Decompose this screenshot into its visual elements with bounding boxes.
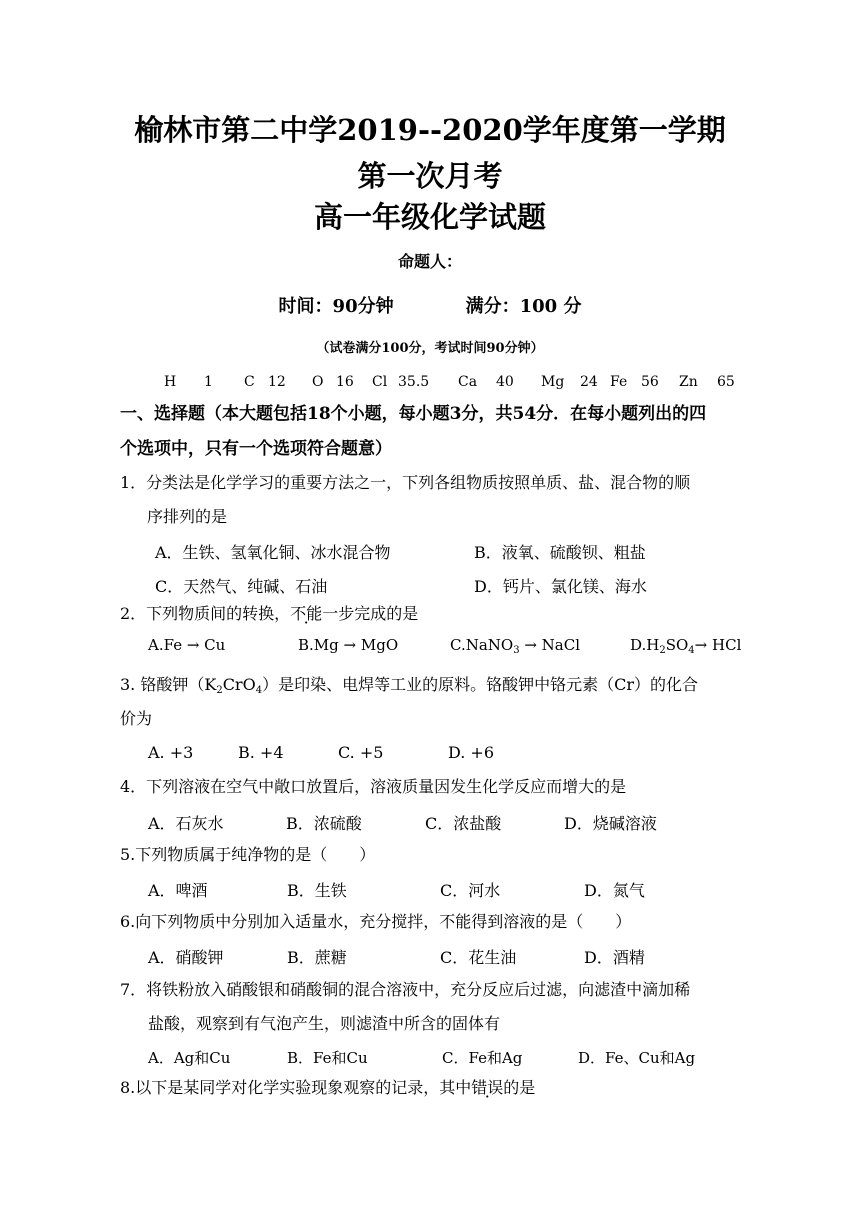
score-label: 满分：100 分 — [465, 296, 582, 317]
question-4-option-a: A．石灰水 — [148, 814, 224, 833]
mass-element: Cl — [372, 374, 388, 390]
question-1-option-a: A．生铁、氢氧化铜、冰水混合物 — [155, 543, 391, 562]
question-1-option-b: B．液氧、硫酸钡、粗盐 — [474, 543, 646, 562]
question-2-option-b: B.Mg → MgO — [298, 636, 399, 654]
exam-title-line3: 高一年级化学试题 — [313, 200, 546, 234]
exam-title-line2: 第一次月考 — [357, 159, 503, 193]
exam-title-line1: 榆林市第二中学2019--2020学年度第一学期 — [134, 113, 726, 147]
question-5-option-c: C．河水 — [440, 881, 501, 900]
mass-value: 56 — [641, 374, 659, 390]
mass-value: 35.5 — [398, 374, 430, 390]
question-2-option-c: C.NaNO$_3$ → NaCl — [450, 636, 581, 656]
mass-element: O — [312, 374, 324, 390]
question-7-option-b: B．Fe和Cu — [287, 1049, 368, 1067]
question-4-option-d: D．烧碱溶液 — [564, 814, 657, 833]
question-1-stem-line1: 1．分类法是化学学习的重要方法之一，下列各组物质按照单质、盐、混合物的顺 — [120, 473, 691, 492]
question-5-option-a: A．啤酒 — [148, 881, 208, 900]
mass-element: C — [244, 374, 255, 390]
question-2-option-a: A.Fe → Cu — [148, 636, 226, 654]
question-7-option-a: A．Ag和Cu — [148, 1049, 231, 1067]
question-2-option-d: $D.H_2SO_4\to$ HCl — [630, 636, 742, 656]
time-label: 时间：90分钟 — [278, 296, 394, 317]
question-4-option-b: B．浓硫酸 — [286, 814, 362, 833]
question-3-option-c: C. +5 — [338, 743, 384, 762]
section-heading-line1: 一、选择题（本大题包括18个小题，每小题3分，共54分．在每小题列出的四 — [120, 404, 707, 424]
question-8-stem: 8.以下是某同学对化学实验现象观察的记录，其中错误的是 — [120, 1078, 536, 1097]
mass-value: 16 — [336, 374, 354, 390]
mass-element: Ca — [458, 374, 478, 390]
mass-value: 40 — [496, 374, 514, 390]
question-3-option-b: B. +4 — [238, 743, 284, 762]
question-5-option-b: B．生铁 — [287, 881, 347, 900]
section-heading-line2: 个选项中，只有一个选项符合题意） — [120, 439, 392, 459]
author-label: 命题人： — [397, 252, 462, 271]
question-2-stem — [120, 604, 418, 624]
question-2-stem-pre: 2．下列物质间的转换， — [120, 604, 291, 623]
exam-note: （试卷满分100分，考试时间90分钟） — [316, 341, 544, 356]
question-7-option-d: D．Fe、Cu和Ag — [578, 1049, 696, 1067]
question-7-option-c: C．Fe和Ag — [442, 1049, 523, 1067]
question-7-stem-line2: 盐酸，观察到有气泡产生，则滤渣中所含的固体有 — [148, 1014, 501, 1033]
time-score-line — [0, 297, 860, 317]
mass-element: Fe — [610, 374, 628, 390]
mass-element: Zn — [679, 374, 698, 390]
question-8-emphasis: 错误 — [471, 1078, 504, 1097]
question-5-option-d: D．氮气 — [584, 881, 645, 900]
question-5-stem: 5.下列物质属于纯净物的是（ ） — [120, 845, 376, 864]
question-2-stem-post: 一步完成的是 — [322, 604, 419, 623]
question-1-option-c: C．天然气、纯碱、石油 — [155, 577, 328, 596]
question-6-option-b: B．蔗糖 — [287, 948, 347, 967]
question-6-option-a: A．硝酸钾 — [148, 948, 224, 967]
question-7-stem-line1: 7．将铁粉放入硝酸银和硝酸铜的混合溶液中，充分反应后过滤，向滤渣中滴加稀 — [120, 980, 691, 999]
mass-value: 65 — [717, 374, 735, 390]
question-4-option-c: C．浓盐酸 — [425, 814, 502, 833]
question-3-stem-line1: 3. 铬酸钾$(K_2CrO_4)$是印染、电焊等工业的原料。铬酸钾中铬元素（Cr）的化合 — [120, 675, 698, 696]
question-6-stem: 6.向下列物质中分别加入适量水，充分搅拌，不能得到溶液的是（ ） — [120, 912, 632, 931]
mass-element: Mg — [541, 374, 565, 390]
question-6-option-c: C．花生油 — [440, 948, 517, 967]
mass-value: 24 — [580, 374, 598, 390]
question-1-stem-line2: 序排列的是 — [147, 507, 228, 526]
question-2-emphasis: 不能 — [290, 604, 323, 623]
question-1-option-d: D．钙片、氯化镁、海水 — [474, 577, 647, 596]
mass-element: H — [164, 374, 177, 390]
mass-value: 1 — [204, 374, 213, 390]
mass-value: 12 — [268, 374, 286, 390]
question-3-option-a: A. +3 — [148, 743, 194, 762]
question-4-stem: 4．下列溶液在空气中敞口放置后，溶液质量因发生化学反应而增大的是 — [120, 777, 627, 796]
question-3-stem-line2: 价为 — [120, 709, 153, 728]
question-6-option-d: D．酒精 — [584, 948, 645, 967]
question-3-option-d: D. +6 — [448, 743, 495, 762]
